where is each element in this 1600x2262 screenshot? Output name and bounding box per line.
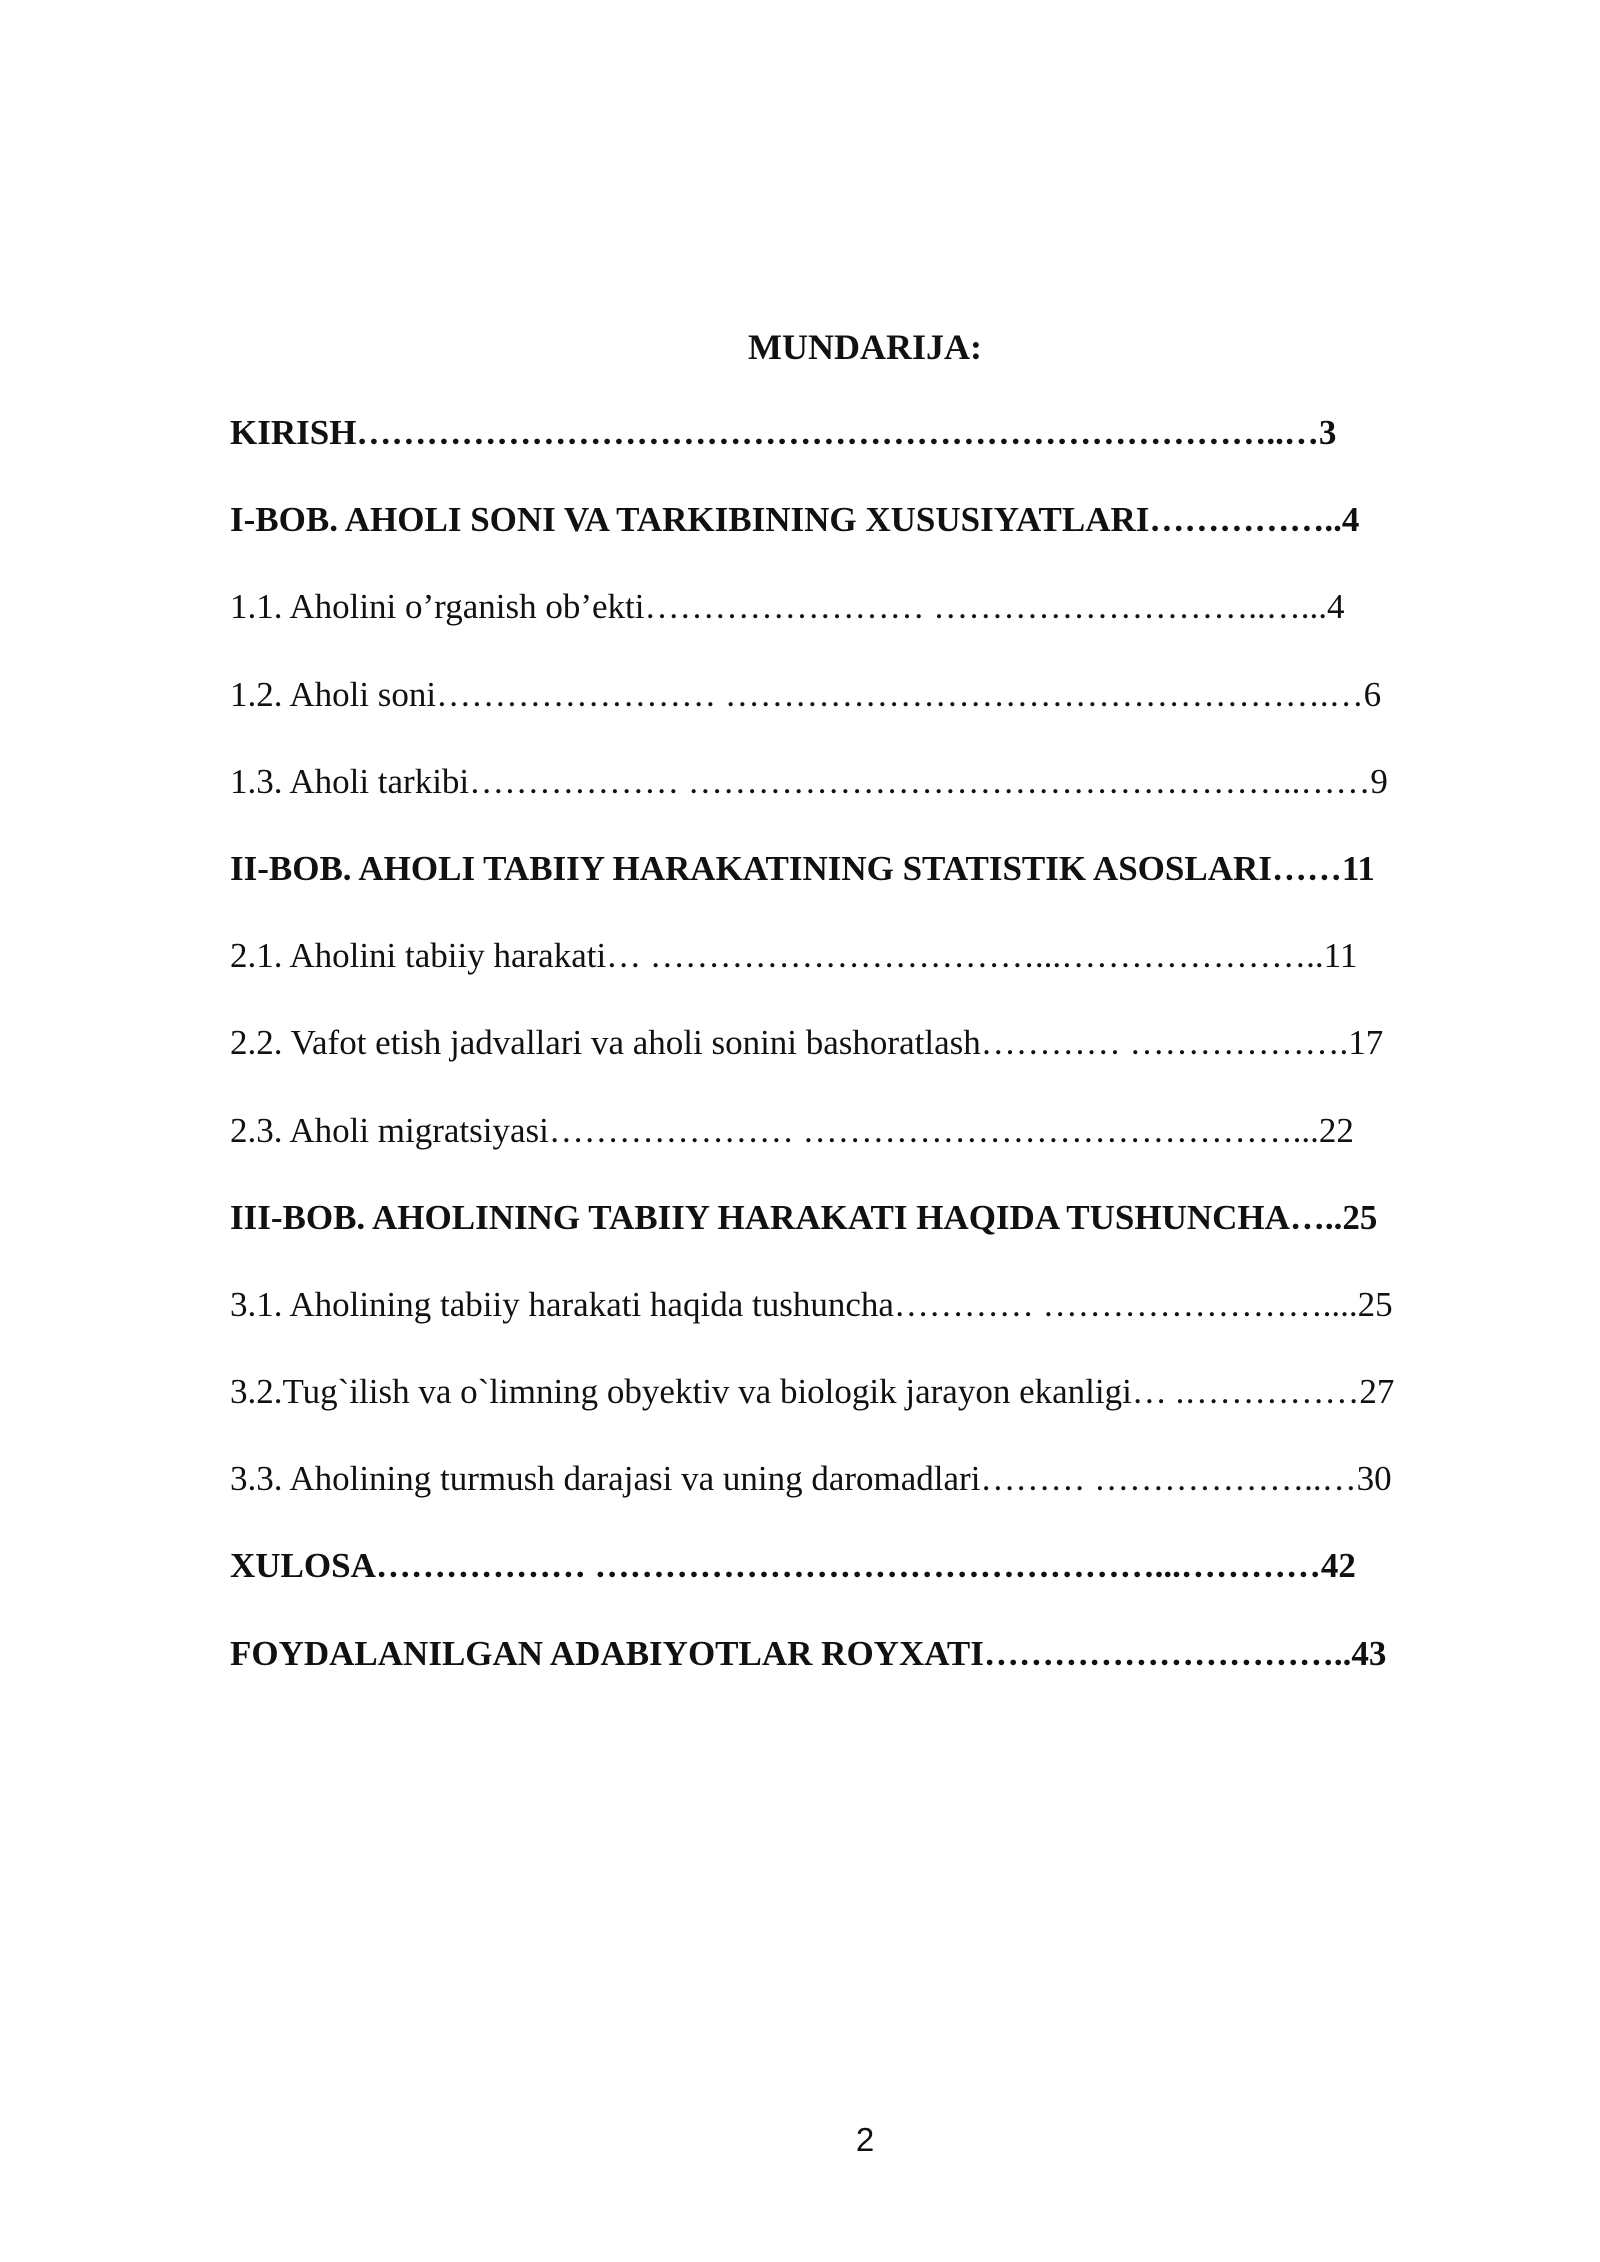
toc-entry: 1.3. Aholi tarkibi……………… ……………………………………………..……9: [230, 761, 1388, 801]
toc-entry: I-BOB. AHOLI SONI VA TARKIBINING XUSUSIYATLARI……………..4: [230, 500, 1360, 540]
toc-entry: 3.3. Aholining turmush darajasi va uning daromadlari……… ………………..…30: [230, 1459, 1392, 1499]
table-of-contents: [230, 409, 1490, 1717]
toc-entry: III-BOB. AHOLINING TABIIY HARAKATI HAQIDA TUSHUNCHA…..25: [230, 1197, 1378, 1237]
toc-entry: 1.1. Aholini o’rganish ob’ekti…………………… ………………………..…...4: [230, 587, 1345, 627]
toc-entry: II-BOB. AHOLI TABIIY HARAKATINING STATISTIK ASOSLARI……11: [230, 848, 1375, 888]
toc-entry: 2.3. Aholi migratsiyasi………………… ……………………………………...22: [230, 1110, 1354, 1150]
toc-entry: 2.1. Aholini tabiiy harakati… ……………………………...…………………..11: [230, 936, 1358, 976]
toc-entry: 3.2.Tug`ilish va o`limning obyektiv va biologik jarayon ekanligi… .……………27: [230, 1372, 1395, 1412]
toc-entry: 1.2. Aholi soni…………………… …………………………………………….…6: [230, 674, 1382, 714]
toc-entry: KIRISH……………………………………………………………………..…3: [230, 413, 1337, 452]
toc-entry: 2.2. Vafot etish jadvallari va aholi sonini bashoratlash………… ……………….17: [230, 1023, 1384, 1063]
page-number: 2: [855, 2121, 875, 2158]
toc-entry: 3.1. Aholining tabiiy harakati haqida tushuncha………… ……………………....25: [230, 1284, 1393, 1324]
toc-entry: XULOSA……………… …………………………………………...…………42: [230, 1546, 1356, 1586]
toc-title: MUNDARIJA:: [748, 327, 982, 367]
toc-entry: FOYDALANILGAN ADABIYOTLAR ROYXATI…………………………..43: [230, 1633, 1387, 1673]
